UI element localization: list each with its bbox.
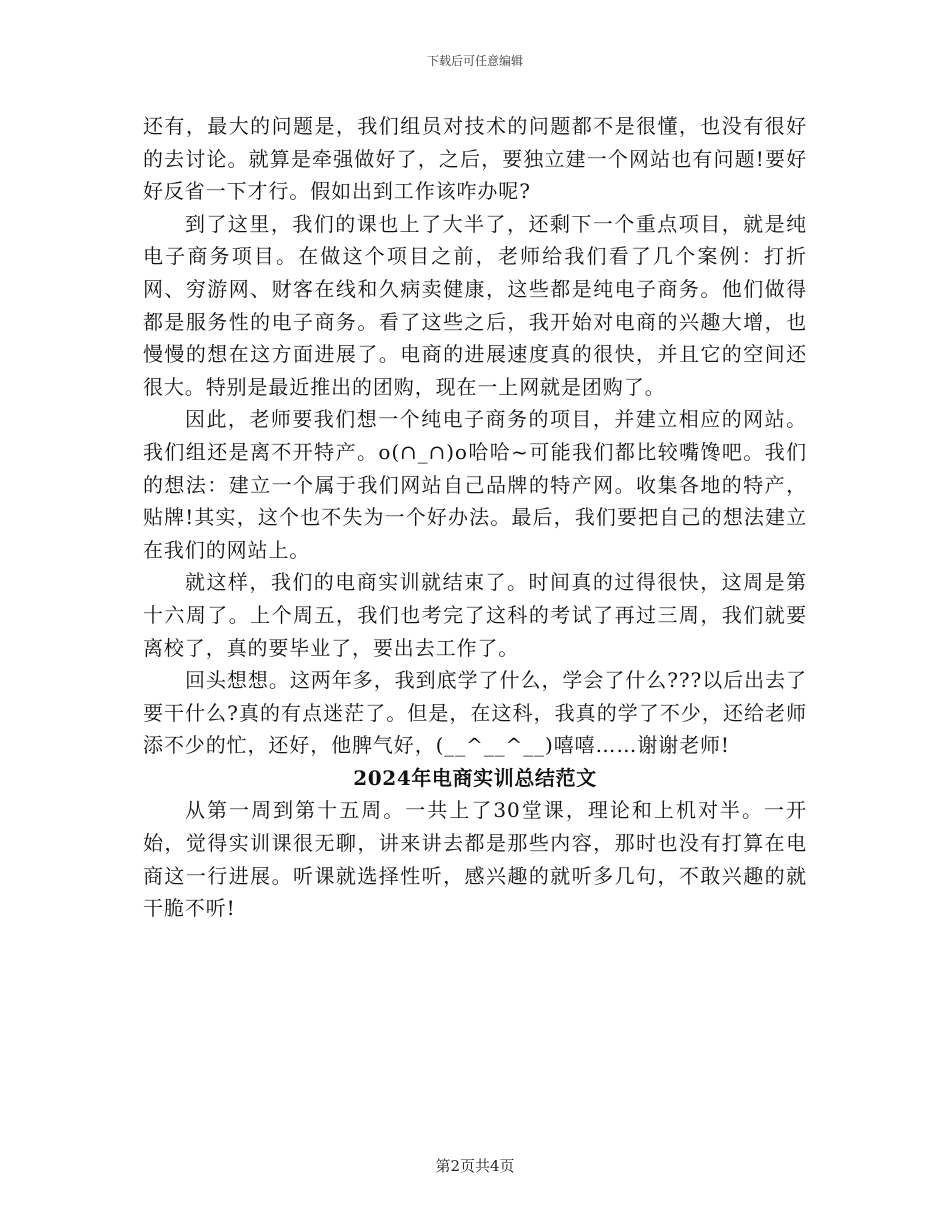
section-title: 2024年电商实训总结范文: [353, 765, 597, 790]
page-header: 下载后可任意编辑: [426, 54, 523, 68]
paragraph-reflection: 回头想想。这两年多，我到底学了什么，学会了什么???以后出去了要干什么?真的有点迷茫了。但是，在这科，我真的学了不少，还给老师添不少的忙，还好，他脾气好，(__^__^__)嘻嘻……谢谢老师!: [143, 668, 807, 758]
page-footer: 第2页共4页: [435, 1157, 515, 1175]
paragraph-first-week: 从第一周到第十五周。一共上了30堂课，理论和上机对半。一开始，觉得实训课很无聊，讲来讲去都是那些内容，那时也没有打算在电商这一行进展。听课就选择性听，感兴趣的就听多几句，不敢兴趣的就干脆不听!: [143, 798, 807, 921]
paragraph-ecommerce-project: 到了这里，我们的课也上了大半了，还剩下一个重点项目，就是纯电子商务项目。在做这个项目之前，老师给我们看了几个案例：打折网、穷游网、财客在线和久病卖健康，这些都是纯电子商务。他们做得都是服务性的电子商务。看了这些之后，我开始对电商的兴趣大增，也慢慢的想在这方面进展了。电商的进展速度真的很快，并且它的空间还很大。特别是最近推出的团购，现在一上网就是团购了。: [143, 211, 807, 399]
paragraph-specialty-website: 因此，老师要我们想一个纯电子商务的项目，并建立相应的网站。我们组还是离不开特产。o(∩_∩)o哈哈~可能我们都比较嘴馋吧。我们的想法：建立一个属于我们网站自己品牌的特产网。收集各地的特产，贴牌!其实，这个也不失为一个好办法。最后，我们要把自己的想法建立在我们的网站上。: [143, 407, 807, 562]
document-body: [143, 110, 807, 925]
paragraph-training-ended: 就这样，我们的电商实训就结束了。时间真的过得很快，这周是第十六周了。上个周五，我们也考完了这科的考试了再过三周，我们就要离校了，真的要毕业了，要出去工作了。: [143, 570, 807, 660]
paragraph-technical-problems: 还有，最大的问题是，我们组员对技术的问题都不是很懂，也没有很好的去讨论。就算是牵强做好了，之后，要独立建一个网站也有问题!要好好反省一下才行。假如出到工作该咋办呢?: [143, 114, 807, 204]
